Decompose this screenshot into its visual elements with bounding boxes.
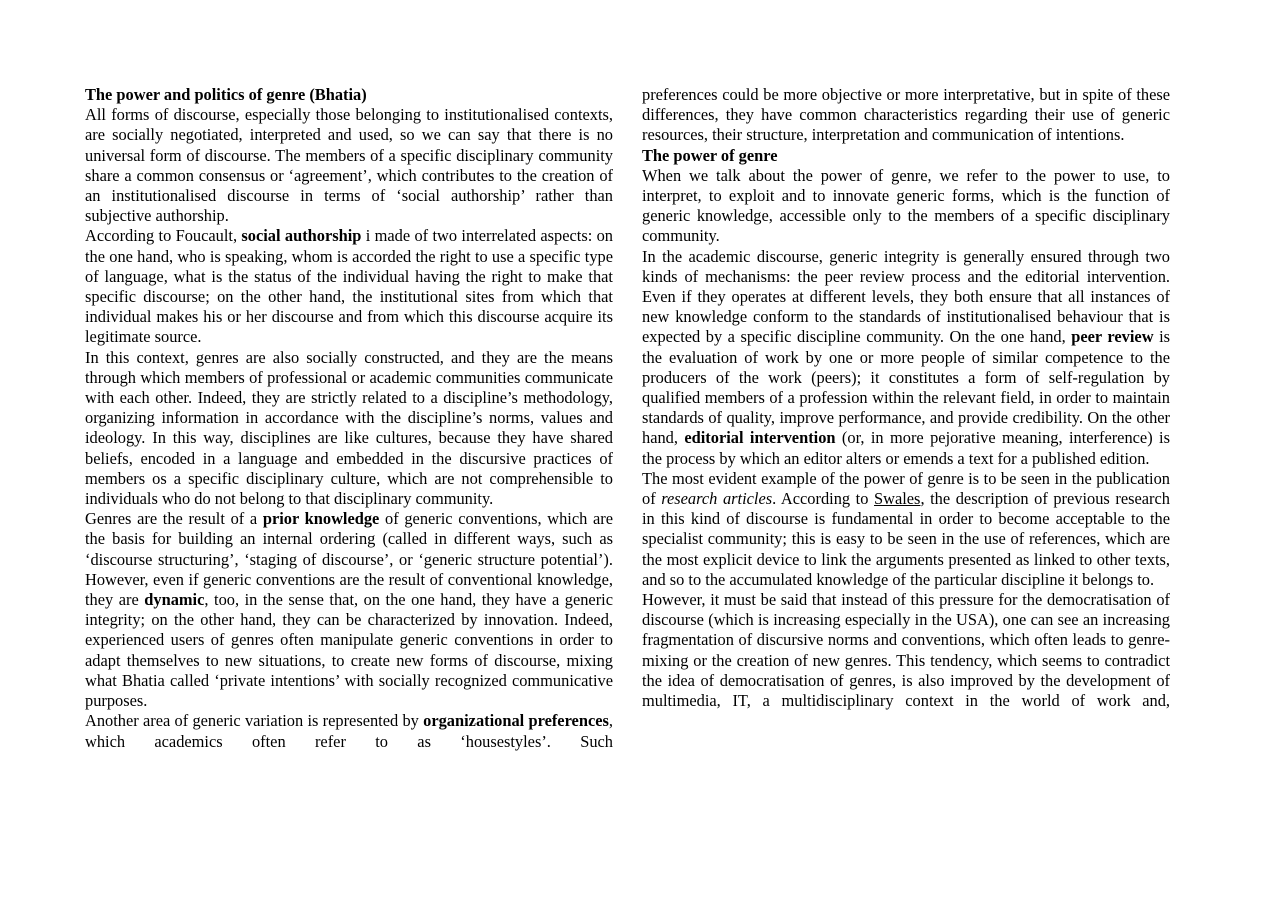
section-heading: The power and politics of genre (Bhatia) [85, 85, 367, 104]
paragraph-text: The most evident example of the power of genre is to be seen in the publication of [642, 468, 1170, 509]
bold-term: dynamic [144, 590, 205, 610]
paragraph-text: , too, in the sense that, on the one hand, they have a generic integrity; on the other hand, they can be characterized by innovation. Indeed, experienced users of genres often manipulate generic conventions in order to adapt themselves to new situations, to create new forms of discourse, mixing what Bhatia called ‘private intentions’ with socially recognized communicative purposes. [85, 590, 613, 711]
paragraph-text: Another area of generic variation is represented by [85, 711, 424, 731]
paragraph [85, 226, 613, 347]
paragraph-text: is the evaluation of work by one or more people of similar competence to the producers of the work (peers); it constitutes a form of self-regulation by qualified members of a profession within the relevant field, in order to maintain standards of quality, improve performance, and provide credibility. On the other hand, [642, 327, 1171, 448]
section-heading: The power of genre [642, 145, 778, 165]
bold-term: social authorship [241, 226, 362, 246]
paragraph-text: In the academic discourse, generic integrity is generally ensured through two kinds of mechanisms: the peer review process and the editorial intervention. Even if they operates at different levels, they both ensure that all instances of new knowledge conform to the standards of institutionalised behaviour that is expected by a specific discipline community. On the one hand, [642, 246, 1170, 347]
paragraph [85, 711, 613, 751]
paragraph [642, 166, 1170, 247]
paragraph-text: . According to [772, 489, 874, 509]
paragraph-text: In this context, genres are also socially constructed, and they are the means through which members of professional or academic communities communicate with each other. Indeed, they are strictly related to a discipline’s methodology, organizing information in accordance with the discipline’s norms, values and ideology. In this way, disciplines are like cultures, because they have shared beliefs, encoded in a language and embedded in the discursive practices of members os a specific disciplinary culture, which are not comprehensible to individuals who do not belong to that disciplinary community. [85, 347, 613, 509]
paragraph-text: of generic conventions, which are the basis for building an internal ordering (called in different ways, such as ‘discourse structuring’, ‘staging of discourse’, or ‘generic structure potential’). However, even if generic conventions are the result of conventional knowledge, they are [85, 509, 613, 610]
paragraph [85, 348, 613, 510]
paragraph [85, 105, 613, 226]
right-column [642, 85, 1170, 711]
bold-term: organizational preferences [423, 711, 609, 731]
paragraph [642, 590, 1170, 711]
paragraph-text: , which academics often refer to as ‘housestyles’. Such [85, 711, 613, 751]
swales-link[interactable]: Swales [874, 489, 921, 509]
paragraph-text: , the description of previous research in this kind of discourse is fundamental in order to become acceptable to the specialist community; this is easy to be seen in the use of references, which are the most explicit device to link the arguments presented as linked to other texts, and so to the accumulated knowledge of the particular discipline it belongs to. [642, 489, 1170, 589]
bold-term: editorial intervention [684, 428, 836, 448]
paragraph-text: preferences could be more objective or more interpretative, but in spite of these differences, they have common characteristics regarding their use of generic resources, their structure, interpretation and communication of intentions. [642, 85, 1170, 145]
paragraph-text: According to Foucault, [85, 226, 242, 246]
paragraph [642, 85, 1170, 146]
paragraph [642, 469, 1170, 590]
paragraph-text: (or, in more pejorative meaning, interference) is the process by which an editor alters or emends a text for a published edition. [642, 428, 1170, 468]
paragraph-text: All forms of discourse, especially those belonging to institutionalised contexts, are socially negotiated, interpreted and used, so we can say that there is no universal form of discourse. The members of a specific disciplinary community share a common consensus or ‘agreement’, which contributes to the creation of an institutionalised discourse in terms of ‘social authorship’ rather than subjective authorship. [85, 105, 613, 226]
paragraph-text: When we talk about the power of genre, we refer to the power to use, to interpret, to exploit and to innovate generic forms, which is the function of generic knowledge, accessible only to the members of a specific disciplinary community. [642, 165, 1170, 246]
bold-term: peer review [1071, 327, 1154, 347]
bold-term: prior knowledge [262, 509, 380, 529]
paragraph [642, 247, 1170, 469]
paragraph-text: However, it must be said that instead of this pressure for the democratisation of discourse (which is increasing especially in the USA), one can see an increasing fragmentation of discursive norms and conventions, which often leads to genre-mixing or the creation of new genres. This tendency, which seems to contradict the idea of democratisation of genres, is also improved by the development of multimedia, IT, a multidisciplinary context in the world of work and, [642, 590, 1170, 711]
paragraph-text: Genres are the result of a [85, 509, 263, 529]
italic-term: research articles [661, 489, 773, 509]
paragraph [85, 509, 613, 711]
left-column [85, 85, 613, 752]
paragraph-text: i made of two interrelated aspects: on the one hand, who is speaking, whom is accorded the right to use a specific type of language, what is the status of the individual having the right to make that specific discourse; on the other hand, the institutional sites from which that individual makes his or her discourse and from which this discourse acquire its legitimate source. [85, 226, 613, 347]
